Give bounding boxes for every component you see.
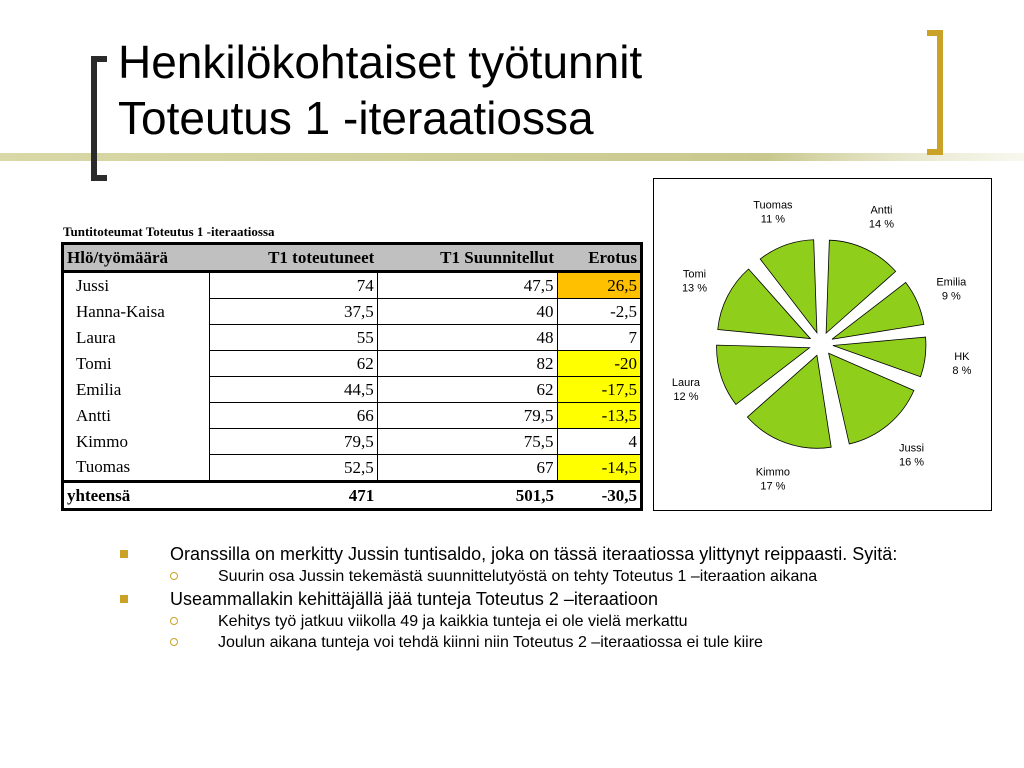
row-planned-hours: 47,5 <box>377 272 557 299</box>
table-body <box>63 272 642 510</box>
row-difference: -20 <box>557 351 641 377</box>
pie-label-percent: 11 % <box>760 213 786 226</box>
row-actual-hours: 44,5 <box>209 377 377 403</box>
right-bracket-decoration <box>927 30 943 155</box>
row-actual-hours: 62 <box>209 351 377 377</box>
bullet-text: Kehitys työ jatkuu viikolla 49 ja kaikkia tunteja ei ole vielä merkattu <box>218 613 688 630</box>
table-row <box>63 325 642 351</box>
row-difference: -14,5 <box>557 455 641 482</box>
slide-title <box>118 34 642 146</box>
table-row <box>63 455 642 482</box>
total-planned-hours: 501,5 <box>377 482 557 510</box>
row-person-name: Jussi <box>63 272 210 299</box>
table-row <box>63 403 642 429</box>
pie-label-percent: 14 % <box>868 218 894 231</box>
pie-label-percent: 17 % <box>760 480 786 493</box>
pie-label-name: Emilia <box>936 276 967 289</box>
bullet-item <box>118 544 978 564</box>
square-bullet-icon <box>120 595 128 603</box>
table-row <box>63 272 642 299</box>
row-difference: -13,5 <box>557 403 641 429</box>
pie-label-percent: 9 % <box>941 290 961 303</box>
pie-label-name: HK <box>954 350 970 363</box>
pie-chart <box>654 179 991 510</box>
header-planned: T1 Suunnitellut <box>377 244 557 272</box>
row-actual-hours: 79,5 <box>209 429 377 455</box>
header-difference: Erotus <box>557 244 641 272</box>
total-difference: -30,5 <box>557 482 641 510</box>
row-difference: 26,5 <box>557 272 641 299</box>
circle-bullet-icon <box>170 572 178 580</box>
pie-label-name: Laura <box>671 376 701 389</box>
row-actual-hours: 52,5 <box>209 455 377 482</box>
sub-bullet-item <box>118 613 978 631</box>
sub-bullet-item <box>118 568 978 586</box>
left-bracket-decoration <box>91 56 107 181</box>
row-person-name: Tomi <box>63 351 210 377</box>
pie-label-percent: 16 % <box>898 456 925 469</box>
table-row <box>63 299 642 325</box>
pie-chart-frame <box>653 178 992 511</box>
row-person-name: Emilia <box>63 377 210 403</box>
row-actual-hours: 37,5 <box>209 299 377 325</box>
bullet-text: Suurin osa Jussin tekemästä suunnittelutyöstä on tehty Toteutus 1 –iteraation aikana <box>218 568 818 585</box>
pie-label-name: Antti <box>870 204 893 217</box>
row-planned-hours: 82 <box>377 351 557 377</box>
table-caption: Tuntitoteumat Toteutus 1 -iteraatiossa <box>63 224 275 239</box>
total-actual-hours: 471 <box>209 482 377 510</box>
row-person-name: Hanna-Kaisa <box>63 299 210 325</box>
row-person-name: Antti <box>63 403 210 429</box>
circle-bullet-icon <box>170 617 178 625</box>
row-planned-hours: 62 <box>377 377 557 403</box>
row-difference: -2,5 <box>557 299 641 325</box>
row-difference: -17,5 <box>557 377 641 403</box>
sub-bullet-item <box>118 634 978 652</box>
table-row <box>63 351 642 377</box>
slide-title-line-2: Toteutus 1 -iteraatiossa <box>118 92 594 144</box>
row-planned-hours: 75,5 <box>377 429 557 455</box>
pie-label-name: Jussi <box>898 442 925 455</box>
bullet-list <box>118 544 978 655</box>
bullet-text: Joulun aikana tunteja voi tehdä kiinni niin Toteutus 2 –iteraatiossa ei tule kiire <box>218 634 763 651</box>
square-bullet-icon <box>120 550 128 558</box>
pie-label-name: Tomi <box>682 268 707 281</box>
table-row <box>63 429 642 455</box>
bullet-item <box>118 589 978 609</box>
header-actual: T1 toteutuneet <box>209 244 377 272</box>
pie-label-name: Tuomas <box>753 199 793 212</box>
row-actual-hours: 66 <box>209 403 377 429</box>
pie-label-percent: 12 % <box>673 390 699 403</box>
row-actual-hours: 55 <box>209 325 377 351</box>
row-planned-hours: 67 <box>377 455 557 482</box>
slide-title-line-1: Henkilökohtaiset työtunnit <box>118 36 643 88</box>
row-actual-hours: 74 <box>209 272 377 299</box>
pie-label-name: Kimmo <box>755 466 791 479</box>
pie-label-percent: 8 % <box>952 364 972 377</box>
circle-bullet-icon <box>170 638 178 646</box>
row-planned-hours: 48 <box>377 325 557 351</box>
table-row <box>63 377 642 403</box>
work-hours-table <box>61 242 643 511</box>
pie-label-percent: 13 % <box>681 282 708 295</box>
row-person-name: Tuomas <box>63 455 210 482</box>
decorative-divider-line <box>0 153 1024 161</box>
row-person-name: Laura <box>63 325 210 351</box>
row-planned-hours: 79,5 <box>377 403 557 429</box>
header-person: Hlö/työmäärä <box>63 244 210 272</box>
bullet-text: Useammallakin kehittäjällä jää tunteja Toteutus 2 –iteraatioon <box>170 589 658 609</box>
table-total-row <box>63 482 642 510</box>
row-planned-hours: 40 <box>377 299 557 325</box>
row-difference: 7 <box>557 325 641 351</box>
row-difference: 4 <box>557 429 641 455</box>
bullet-text: Oranssilla on merkitty Jussin tuntisaldo, joka on tässä iteraatiossa ylittynyt reippaasti. Syitä: <box>170 544 898 564</box>
table-header-row <box>63 244 642 272</box>
row-person-name: Kimmo <box>63 429 210 455</box>
total-label: yhteensä <box>63 482 210 510</box>
